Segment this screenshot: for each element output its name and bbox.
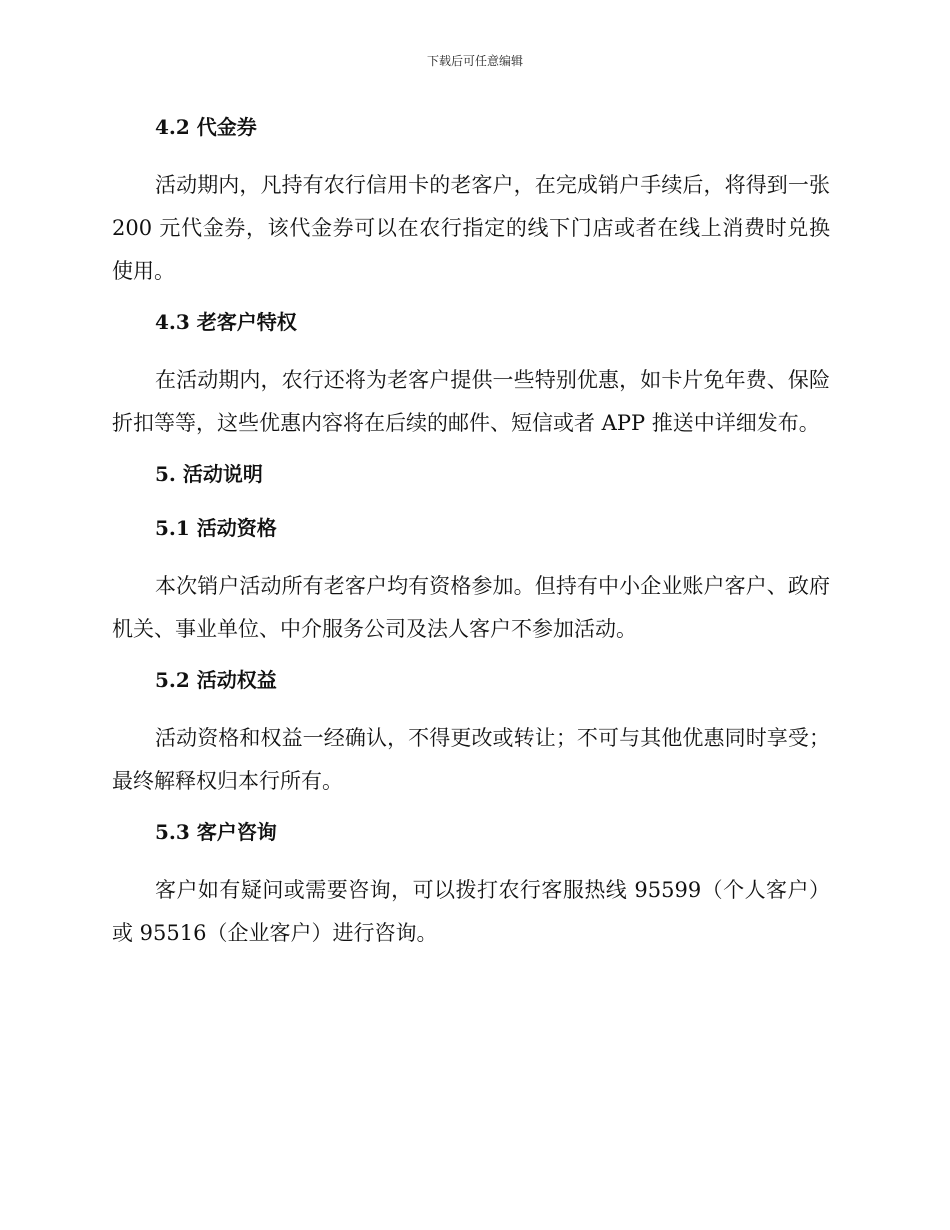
section-heading-5-3: 5.3 客户咨询 [155,820,277,844]
paragraph-privileges: 在活动期内，农行还将为老客户提供一些特别优惠，如卡片免年费、保险折扣等等，这些优惠内容将在后续的邮件、短信或者 APP 推送中详细发布。 [112,368,830,435]
section-heading-4-3: 4.3 老客户特权 [155,310,297,334]
paragraph-consultation: 客户如有疑问或需要咨询，可以拨打农行客服热线 95599（个人客户）或 95516（企业客户）进行咨询。 [112,878,830,945]
section-heading-5: 5. 活动说明 [155,462,263,486]
page-header: 下载后可任意编辑 [426,54,523,68]
paragraph-rights: 活动资格和权益一经确认，不得更改或转让；不可与其他优惠同时享受；最终解释权归本行所有。 [112,726,830,793]
section-heading-5-2: 5.2 活动权益 [155,668,277,692]
paragraph-eligibility: 本次销户活动所有老客户均有资格参加。但持有中小企业账户客户、政府机关、事业单位、中介服务公司及法人客户不参加活动。 [112,574,830,641]
section-heading-4-2: 4.2 代金券 [155,115,257,139]
paragraph-voucher: 活动期内，凡持有农行信用卡的老客户，在完成销户手续后，将得到一张 200 元代金券，该代金券可以在农行指定的线下门店或者在线上消费时兑换使用。 [112,173,830,283]
section-heading-5-1: 5.1 活动资格 [155,516,277,540]
document-body [112,110,830,967]
